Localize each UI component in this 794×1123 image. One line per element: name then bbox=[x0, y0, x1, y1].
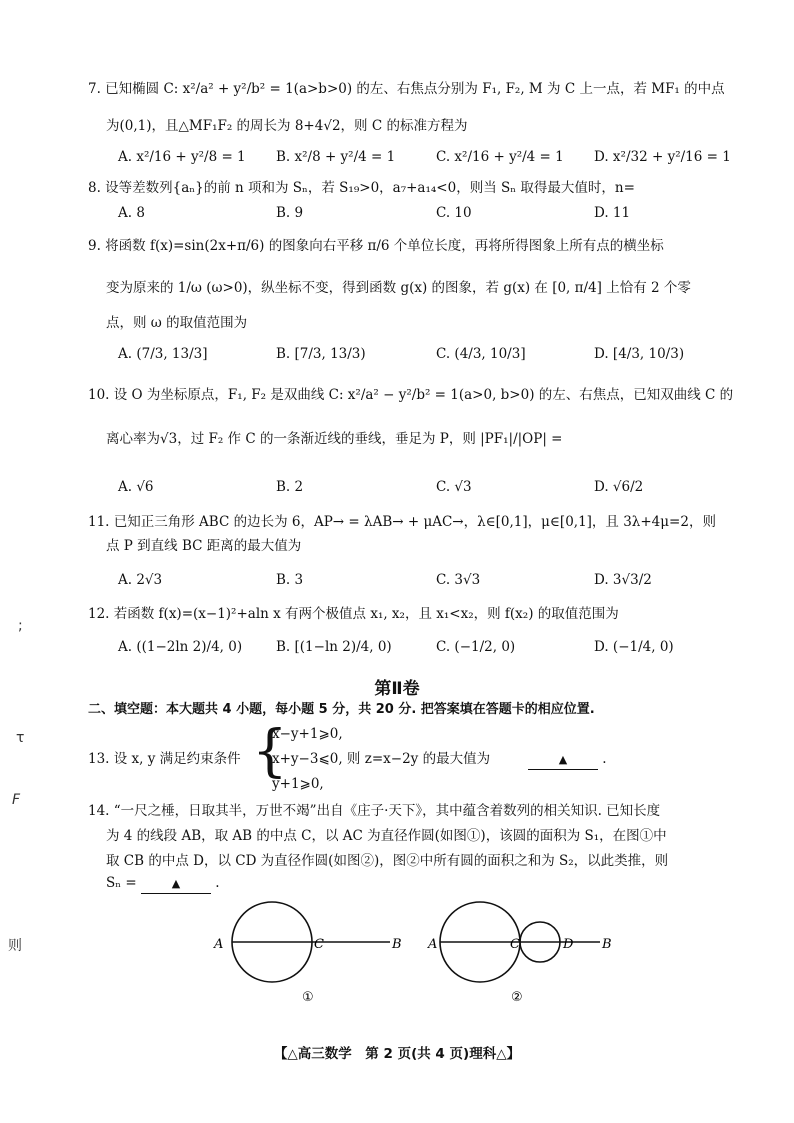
margin-mark-tau: τ bbox=[16, 730, 25, 746]
fill-in-heading: 二、填空题：本大题共 4 小题，每小题 5 分，共 20 分. 把答案填在答题卡的相应位置. bbox=[88, 702, 595, 717]
geometry-figures bbox=[0, 890, 794, 1030]
figure1-caption: ① bbox=[302, 990, 314, 1005]
triangle-icon: ▲ bbox=[528, 751, 598, 770]
q14-stem-line4: Sₙ = ▲ . bbox=[106, 874, 220, 894]
q9-option-b: B. [7/3, 13/3) bbox=[276, 346, 366, 362]
q7-stem-line1: 7. 已知椭圆 C: x²/a² + y²/b² = 1(a>b>0) 的左、右焦点分别为 F₁, F₂, M 为 C 上一点，若 MF₁ 的中点 bbox=[88, 81, 725, 97]
q10-option-b: B. 2 bbox=[276, 479, 304, 495]
q9-stem-line2: 变为原来的 1/ω (ω>0)，纵坐标不变，得到函数 g(x) 的图象，若 g(x) 在 [0, π/4] 上恰有 2 个零 bbox=[106, 280, 691, 296]
q13-prefix: 13. 设 x, y 满足约束条件 bbox=[88, 751, 241, 767]
q8-option-d: D. 11 bbox=[594, 205, 631, 221]
page-footer: 【△高三数学 第 2 页(共 4 页)理科△】 bbox=[273, 1046, 521, 1062]
figure1-label-c: C bbox=[314, 937, 324, 952]
part-two-title: 第Ⅱ卷 bbox=[374, 679, 420, 699]
q8-option-a: A. 8 bbox=[118, 205, 145, 221]
q10-stem-line2: 离心率为√3，过 F₂ 作 C 的一条渐近线的垂线，垂足为 P，则 |PF₁|/|OP| = bbox=[106, 431, 563, 447]
q12-option-b: B. [(1−ln 2)/4, 0) bbox=[276, 639, 392, 655]
q14-sn-label: Sₙ = bbox=[106, 875, 137, 891]
q7-option-d: D. x²/32 + y²/16 = 1 bbox=[594, 149, 731, 165]
q7-option-b: B. x²/8 + y²/4 = 1 bbox=[276, 149, 396, 165]
figure2-label-d: D bbox=[563, 937, 574, 952]
figure1-label-a: A bbox=[214, 937, 224, 952]
q11-stem-line2: 点 P 到直线 BC 距离的最大值为 bbox=[106, 538, 302, 554]
q13-constraint-1: x−y+1⩾0, bbox=[272, 726, 343, 742]
q9-stem-line1: 9. 将函数 f(x)=sin(2x+π/6) 的图象向右平移 π/6 个单位长度，再将所得图象上所有点的横坐标 bbox=[88, 238, 664, 254]
q10-option-d: D. √6/2 bbox=[594, 479, 644, 495]
q11-option-b: B. 3 bbox=[276, 572, 304, 588]
q14-stem-line3: 取 CB 的中点 D，以 CD 为直径作圆(如图②)，图②中所有圆的面积之和为 S₂，以此类推，则 bbox=[106, 853, 669, 869]
q14-stem-line1: 14. “一尺之棰，日取其半，万世不竭”出自《庄子·天下》，其中蕴含着数列的相关知识. 已知长度 bbox=[88, 803, 661, 819]
q12-option-d: D. (−1/4, 0) bbox=[594, 639, 674, 655]
q14-stem-line2: 为 4 的线段 AB，取 AB 的中点 C，以 AC 为直径作圆(如图①)，该圆的面积为 S₁，在图①中 bbox=[106, 828, 667, 844]
q11-option-a: A. 2√3 bbox=[118, 572, 163, 588]
margin-mark-semicolon: ; bbox=[18, 618, 23, 634]
q11-stem-line1: 11. 已知正三角形 ABC 的边长为 6，AP→ = λAB→ + μAC→，λ∈[0,1]，μ∈[0,1]，且 3λ+4μ=2，则 bbox=[88, 514, 716, 530]
q12-option-c: C. (−1/2, 0) bbox=[436, 639, 516, 655]
q8-stem: 8. 设等差数列{aₙ}的前 n 项和为 Sₙ，若 S₁₉>0，a₇+a₁₄<0，则当 Sₙ 取得最大值时，n= bbox=[88, 180, 635, 196]
q13-constraint-2: x+y−3⩽0, 则 z=x−2y 的最大值为 bbox=[272, 751, 491, 767]
q9-stem-line3: 点，则 ω 的取值范围为 bbox=[106, 315, 248, 331]
figure2-label-a: A bbox=[428, 937, 438, 952]
q8-option-c: C. 10 bbox=[436, 205, 472, 221]
q13-constraint-3: y+1⩾0, bbox=[272, 776, 324, 792]
figure2-label-c: C bbox=[510, 937, 520, 952]
figure2-label-b: B bbox=[602, 937, 612, 952]
q11-option-c: C. 3√3 bbox=[436, 572, 481, 588]
q7-option-c: C. x²/16 + y²/4 = 1 bbox=[436, 149, 564, 165]
q13-answer-blank: ▲ . bbox=[528, 750, 607, 770]
q10-option-a: A. √6 bbox=[118, 479, 154, 495]
margin-mark-ze: 则 bbox=[8, 938, 22, 954]
figure1-label-b: B bbox=[392, 937, 402, 952]
q12-stem: 12. 若函数 f(x)=(x−1)²+aln x 有两个极值点 x₁, x₂，且 x₁<x₂，则 f(x₂) 的取值范围为 bbox=[88, 606, 619, 622]
q11-option-d: D. 3√3/2 bbox=[594, 572, 652, 588]
q10-option-c: C. √3 bbox=[436, 479, 472, 495]
q10-stem-line1: 10. 设 O 为坐标原点，F₁, F₂ 是双曲线 C: x²/a² − y²/b² = 1(a>0, b>0) 的左、右焦点，已知双曲线 C 的 bbox=[88, 387, 734, 403]
figure-two bbox=[427, 902, 612, 1005]
q9-option-a: A. (7/3, 13/3] bbox=[118, 346, 208, 362]
triangle-icon: ▲ bbox=[141, 875, 211, 894]
q7-stem-line2: 为(0,1)，且△MF₁F₂ 的周长为 8+4√2，则 C 的标准方程为 bbox=[106, 118, 468, 134]
q8-option-b: B. 9 bbox=[276, 205, 304, 221]
figure-one bbox=[213, 902, 402, 1005]
q12-option-a: A. ((1−2ln 2)/4, 0) bbox=[118, 639, 243, 655]
q9-option-d: D. [4/3, 10/3) bbox=[594, 346, 685, 362]
figure2-caption: ② bbox=[511, 990, 523, 1005]
margin-mark-f: F bbox=[12, 792, 21, 808]
q7-option-a: A. x²/16 + y²/8 = 1 bbox=[118, 149, 246, 165]
q9-option-c: C. (4/3, 10/3] bbox=[436, 346, 526, 362]
q13-brace: { bbox=[252, 719, 288, 784]
